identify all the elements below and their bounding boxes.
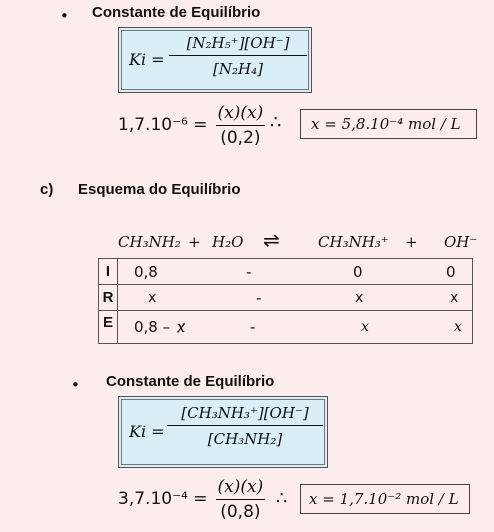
cell: x xyxy=(361,319,369,335)
section-heading: Constante de Equilíbrio xyxy=(106,373,275,390)
plus-sign: + xyxy=(188,233,201,251)
table-row xyxy=(99,285,473,311)
cell: - xyxy=(256,288,262,307)
result-text: x = 1,7.10⁻² mol / L xyxy=(309,490,459,508)
ki-label: Ki = xyxy=(129,422,165,441)
ki-numerator: [N₂H₅⁺][OH⁻] xyxy=(186,34,290,52)
ki-denominator: [N₂H₄] xyxy=(169,55,307,78)
ki-formula-box xyxy=(118,27,312,93)
ki-numerator: [CH₃NH₃⁺][OH⁻] xyxy=(181,404,309,422)
therefore-symbol: ∴ xyxy=(276,488,288,509)
row-label: E xyxy=(99,311,118,344)
table-row xyxy=(99,311,473,344)
product-oh: OH⁻ xyxy=(444,233,478,251)
calc-left: 3,7.10⁻⁴ = xyxy=(118,489,208,509)
calculation-line xyxy=(118,100,267,150)
table-row xyxy=(99,259,473,285)
cell: 0 xyxy=(446,262,456,281)
plus-sign: + xyxy=(405,233,418,251)
ice-table xyxy=(98,258,473,344)
calc-denominator: (0,8) xyxy=(216,499,264,522)
calc-fraction xyxy=(214,477,268,522)
ki-fraction xyxy=(167,404,323,448)
result-text: x = 5,8.10⁻⁴ mol / L xyxy=(311,115,461,133)
reactant-h2o: H₂O xyxy=(212,233,244,251)
cell: x xyxy=(450,289,459,306)
calc-numerator: (x)(x) xyxy=(217,102,264,123)
cell: 0,8 xyxy=(134,262,158,281)
cell xyxy=(134,318,185,336)
cell: x xyxy=(148,289,157,306)
ki-fraction xyxy=(169,34,307,78)
equilibrium-arrow: ⇌ xyxy=(263,228,280,252)
row-values xyxy=(118,285,473,311)
row-values xyxy=(118,259,473,285)
result-box xyxy=(300,484,470,514)
bullet: • xyxy=(71,376,80,394)
reaction-equation xyxy=(118,233,181,251)
product-ch3nh3: CH₃NH₃⁺ xyxy=(318,233,389,251)
result-box xyxy=(300,109,477,139)
calc-numerator: (x)(x) xyxy=(217,476,264,497)
calc-fraction xyxy=(214,103,268,148)
cell: - xyxy=(246,262,252,281)
therefore-symbol: ∴ xyxy=(270,112,282,133)
section-label: c) xyxy=(40,181,54,198)
ki-label: Ki = xyxy=(129,50,165,69)
row-values xyxy=(118,311,473,344)
row-label: R xyxy=(99,285,118,311)
cell: x xyxy=(355,289,364,306)
bullet: • xyxy=(60,7,69,25)
ki-formula-box xyxy=(118,396,328,468)
cell: x xyxy=(454,319,462,335)
ki-denominator: [CH₃NH₂] xyxy=(167,425,323,448)
calc-left: 1,7.10⁻⁶ = xyxy=(118,115,208,135)
section-heading: Esquema do Equilíbrio xyxy=(78,181,241,198)
calculation-line xyxy=(118,474,267,524)
struck-x: x xyxy=(176,318,186,336)
cell: 0 xyxy=(353,262,363,281)
section-heading: Constante de Equilíbrio xyxy=(92,4,261,21)
row-label: I xyxy=(99,259,118,285)
cell-text: 0,8 – xyxy=(134,318,171,336)
calc-denominator: (0,2) xyxy=(216,125,264,148)
cell: - xyxy=(250,318,256,336)
reactant-ch3nh2: CH₃NH₂ xyxy=(118,233,181,251)
